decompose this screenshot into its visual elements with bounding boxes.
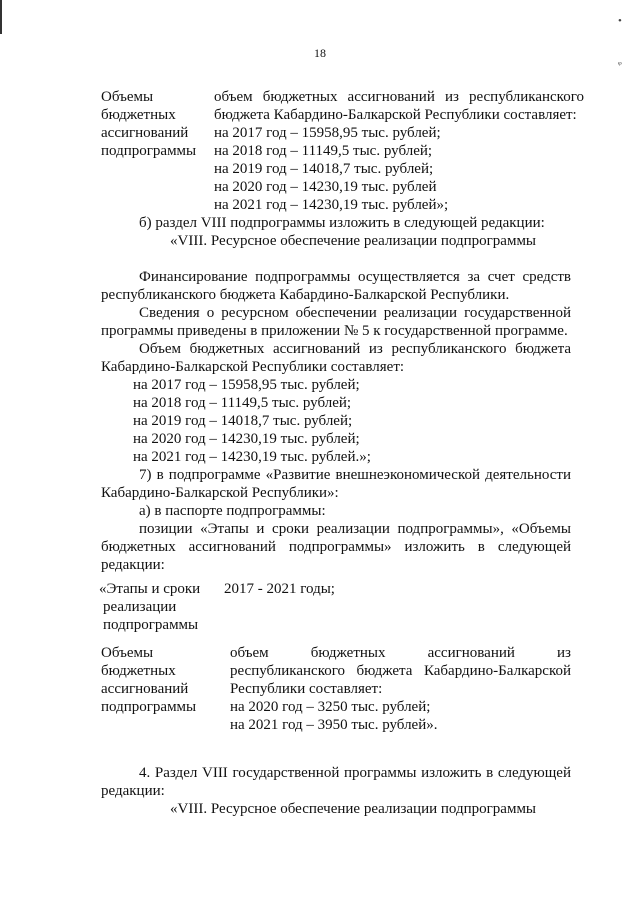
scan-edge-bar bbox=[0, 0, 2, 34]
paragraph-line: программы приведены в приложении № 5 к государственной программе. bbox=[101, 323, 568, 339]
paragraph-line: Финансирование подпрограммы осуществляется за счет средств bbox=[139, 269, 571, 285]
page-number: 18 bbox=[314, 46, 326, 60]
block3-label-line: ассигнований bbox=[101, 681, 189, 697]
item4-line: редакции: bbox=[101, 783, 165, 799]
section-b-title: «VIII. Ресурсное обеспечение реализации подпрограммы bbox=[170, 233, 537, 249]
block3-label-line: бюджетных bbox=[101, 663, 176, 679]
block3-text-line: на 2021 год – 3950 тыс. рублей». bbox=[230, 717, 438, 733]
stages-label-line: реализации bbox=[103, 599, 177, 615]
block3-text-line: Республики составляет: bbox=[230, 681, 383, 697]
stages-label-line: «Этапы и сроки bbox=[99, 581, 201, 597]
year-line: на 2020 год – 14230,19 тыс. рублей; bbox=[133, 431, 360, 447]
stages-label-line: подпрограммы bbox=[103, 617, 199, 633]
block1-text-line: бюджета Кабардино-Балкарской Республики составляет: bbox=[214, 107, 577, 123]
block1-text-line: на 2018 год – 11149,5 тыс. рублей; bbox=[214, 143, 433, 159]
item7-line: бюджетных ассигнований подпрограммы» изложить в следующей bbox=[101, 539, 571, 555]
item7-line: Кабардино-Балкарской Республики»: bbox=[101, 485, 339, 501]
item7-line: редакции: bbox=[101, 557, 165, 573]
block1-text-line: на 2019 год – 14018,7 тыс. рублей; bbox=[214, 161, 434, 177]
scan-mark: ᵩ bbox=[618, 55, 622, 67]
block1-text-line: объем бюджетных ассигнований из республиканского bbox=[214, 89, 584, 105]
paragraph-line: Объем бюджетных ассигнований из республиканского бюджета bbox=[139, 341, 571, 357]
item7-line: 7) в подпрограмме «Развитие внешнеэкономической деятельности bbox=[139, 467, 571, 483]
paragraph-line: Кабардино-Балкарской Республики составляет: bbox=[101, 359, 405, 375]
year-line: на 2018 год – 11149,5 тыс. рублей; bbox=[133, 395, 352, 411]
year-line: на 2019 год – 14018,7 тыс. рублей; bbox=[133, 413, 353, 429]
block1-label-line: подпрограммы bbox=[101, 143, 197, 159]
block3-label-line: подпрограммы bbox=[101, 699, 197, 715]
block3-first-line bbox=[230, 644, 571, 662]
year-line: на 2017 год – 15958,95 тыс. рублей; bbox=[133, 377, 360, 393]
block1-label-line: ассигнований bbox=[101, 125, 189, 141]
item4-line: 4. Раздел VIII государственной программы изложить в следующей bbox=[139, 765, 571, 781]
block1-text-line: на 2020 год – 14230,19 тыс. рублей bbox=[214, 179, 437, 195]
word: ассигнований bbox=[427, 645, 515, 661]
block1-text-line: на 2017 год – 15958,95 тыс. рублей; bbox=[214, 125, 441, 141]
block1-label-line: бюджетных bbox=[101, 107, 176, 123]
paragraph-line: республиканского бюджета Кабардино-Балкарской Республики. bbox=[101, 287, 510, 303]
paragraph-line: Сведения о ресурсном обеспечении реализации государственной bbox=[139, 305, 571, 321]
word: объем bbox=[230, 645, 269, 661]
block1-label-line: Объемы bbox=[101, 89, 154, 105]
item7-line: а) в паспорте подпрограммы: bbox=[139, 503, 326, 519]
block3-text-line: республиканского бюджета Кабардино-Балкарской bbox=[230, 663, 571, 679]
stages-text: 2017 - 2021 годы; bbox=[224, 581, 335, 597]
block3-text-line: на 2020 год – 3250 тыс. рублей; bbox=[230, 699, 431, 715]
block3-label-line: Объемы bbox=[101, 645, 154, 661]
item4-title: «VIII. Ресурсное обеспечение реализации подпрограммы bbox=[170, 801, 537, 817]
block1-text-line: на 2021 год – 14230,19 тыс. рублей»; bbox=[214, 197, 449, 213]
year-line: на 2021 год – 14230,19 тыс. рублей.»; bbox=[133, 449, 371, 465]
section-b: б) раздел VIII подпрограммы изложить в следующей редакции: bbox=[139, 215, 545, 231]
word: бюджетных bbox=[310, 645, 386, 661]
word: из bbox=[557, 645, 571, 661]
item7-line: позиции «Этапы и сроки реализации подпрограммы», «Объемы bbox=[139, 521, 571, 537]
scan-mark: • bbox=[618, 15, 622, 27]
